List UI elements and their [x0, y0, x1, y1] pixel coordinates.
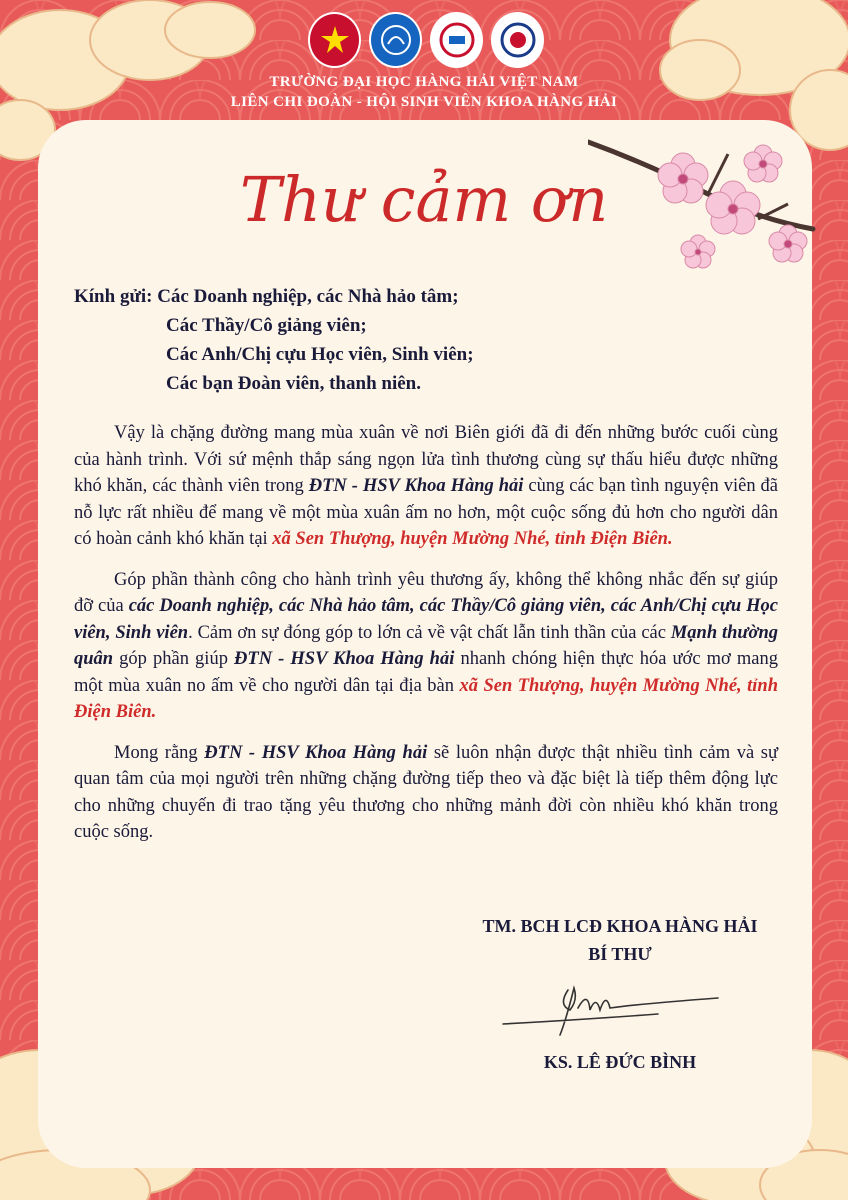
greeting-label: Kính gửi: [74, 286, 153, 307]
p1-org-name: ĐTN - HSV Khoa Hàng hải [308, 476, 524, 496]
greeting [74, 282, 774, 398]
paragraph-1 [74, 420, 778, 553]
p2-donors: các Doanh nghiệp, các Nhà hảo tâm, các Thầy/Cô giảng viên, các Anh/Chị cựu Học viên, Sinh viên [74, 596, 778, 643]
p1-location: xã Sen Thượng, huyện Mường Nhé, tỉnh Điện Biên. [272, 529, 673, 549]
p2-org-name: ĐTN - HSV Khoa Hàng hải [234, 649, 455, 669]
p2-text-1: Góp phần thành công cho hành trình yêu thương ấy, không thể không nhắc đến sự giúp đỡ của [74, 569, 778, 616]
logo-row [308, 12, 544, 68]
header-line-1: TRƯỜNG ĐẠI HỌC HÀNG HẢI VIỆT NAM [269, 74, 579, 90]
p2-sponsors: Mạnh thường quân [74, 622, 778, 669]
paragraph-2 [74, 567, 778, 726]
p2-text-2: . Cảm ơn sự đóng góp to lớn cả về vật chất lẫn tinh thần của các [188, 622, 671, 643]
faculty-logo-icon [491, 12, 544, 68]
recipient-4: Các bạn Đoàn viên, thanh niên. [166, 373, 421, 394]
header-line-2: LIÊN CHI ĐOÀN - HỘI SINH VIÊN KHOA HÀNG HẢI [230, 94, 618, 110]
university-logo-icon [430, 12, 483, 68]
paragraph-3 [74, 740, 778, 846]
youth-union-logo-icon [308, 12, 361, 68]
p1-text-1: Vậy là chặng đường mang mùa xuân về nơi Biên giới đã đi đến những bước cuối cùng của hành trình. Với sứ mệnh thắp sáng ngọn lửa tình thương cùng sự thấu hiểu được những khó khăn, các thành viên trong [74, 423, 778, 496]
handwritten-signature-icon [498, 980, 728, 1040]
header [0, 72, 848, 112]
p3-text-2: sẽ luôn nhận được thật nhiều tình cảm và sự quan tâm của mọi người trên những chặng đường tiếp theo và đặc biệt là tiếp thêm động lực cho những chuyến đi trao tặng yêu thương cho những mảnh đời còn nhiều khó khăn trong cuộc sống. [74, 742, 778, 842]
recipient-3: Các Anh/Chị cựu Học viên, Sinh viên; [166, 344, 474, 365]
letter-body [74, 420, 778, 860]
letter-title: Thư cảm ơn [239, 163, 609, 236]
sign-title-1: TM. BCH LCĐ KHOA HÀNG HẢI [482, 916, 758, 936]
student-association-logo-icon [369, 12, 422, 68]
recipient-2: Các Thầy/Cô giảng viên; [166, 315, 367, 336]
recipient-1: Các Doanh nghiệp, các Nhà hảo tâm; [157, 286, 459, 307]
p2-location: xã Sen Thượng, huyện Mường Nhé, tỉnh Điện Biên. [74, 675, 778, 722]
p1-text-2: cùng các bạn tình nguyện viên đã nỗ lực rất nhiều để mang về một mùa xuân ấm no hơn, một cuộc sống đủ hơn cho người dân có hoàn cảnh khó khăn tại [74, 476, 778, 549]
p2-text-4: nhanh chóng hiện thực hóa ước mơ mang một mùa xuân no ấm về cho người dân tại địa bàn [74, 649, 778, 696]
sign-title-2: BÍ THƯ [588, 944, 652, 964]
p3-text-1: Mong rằng [114, 742, 205, 763]
greeting-row-1 [74, 282, 774, 311]
signer-name: KS. LÊ ĐỨC BÌNH [543, 1052, 697, 1072]
p2-text-3: góp phần giúp [113, 649, 235, 669]
p3-org-name: ĐTN - HSV Khoa Hàng hải [204, 742, 428, 763]
signature-block [460, 912, 780, 968]
